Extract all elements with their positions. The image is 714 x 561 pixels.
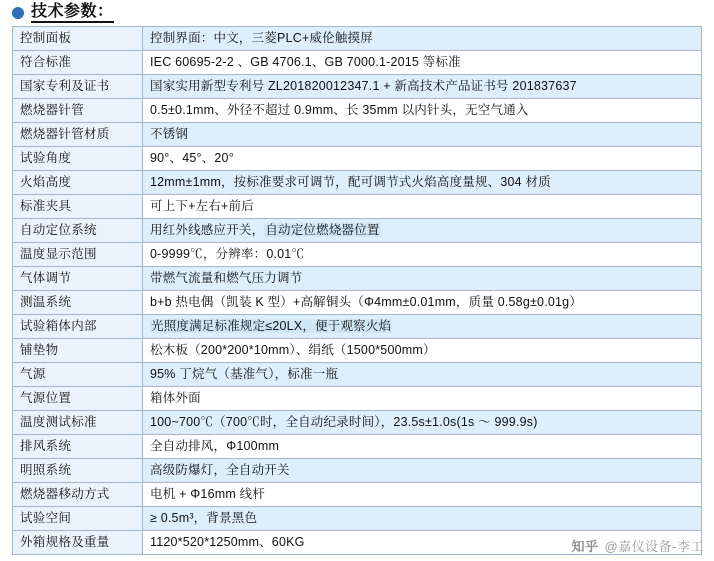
spec-value-cell: 带燃气流量和燃气压力调节 (143, 267, 702, 291)
spec-label-cell: 试验箱体内部 (13, 315, 143, 339)
table-row (13, 435, 702, 459)
spec-label-cell: 气源位置 (13, 387, 143, 411)
table-row (13, 123, 702, 147)
spec-label-cell: 试验角度 (13, 147, 143, 171)
table-row (13, 27, 702, 51)
spec-value-cell: 0.5±0.1mm、外径不超过 0.9mm、长 35mm 以内针头，无空气通入 (143, 99, 702, 123)
spec-value-cell: 用红外线感应开关，自动定位燃烧器位置 (143, 219, 702, 243)
table-row (13, 75, 702, 99)
table-row (13, 291, 702, 315)
spec-label-cell: 燃烧器针管材质 (13, 123, 143, 147)
spec-label-cell: 温度测试标准 (13, 411, 143, 435)
spec-label-cell: 温度显示范围 (13, 243, 143, 267)
spec-value-cell: 100~700℃（700℃时，全自动纪录时间），23.5s±1.0s(1s ～ 999.9s) (143, 411, 702, 435)
table-row (13, 267, 702, 291)
table-row (13, 387, 702, 411)
spec-label-cell: 测温系统 (13, 291, 143, 315)
spec-label-cell: 国家专利及证书 (13, 75, 143, 99)
table-row (13, 147, 702, 171)
page-title (0, 0, 714, 26)
spec-value-cell: 国家实用新型专利号 ZL201820012347.1 + 新高技术产品证书号 201837637 (143, 75, 702, 99)
watermark-author: @嘉仪设备-李工 (604, 539, 704, 554)
spec-label-cell: 自动定位系统 (13, 219, 143, 243)
spec-value-cell: 可上下+左右+前后 (143, 195, 702, 219)
table-row (13, 459, 702, 483)
spec-label-cell: 燃烧器移动方式 (13, 483, 143, 507)
table-row (13, 243, 702, 267)
spec-value-cell: 高级防爆灯，全自动开关 (143, 459, 702, 483)
spec-value-cell: ≥ 0.5m³，背景黑色 (143, 507, 702, 531)
page-title-label: 技术参数： (31, 3, 114, 23)
table-row (13, 483, 702, 507)
spec-label-cell: 试验空间 (13, 507, 143, 531)
spec-value-cell (143, 315, 702, 339)
watermark (571, 536, 704, 555)
spec-value-cell: 12mm±1mm，按标准要求可调节，配可调节式火焰高度量规、304 材质 (143, 171, 702, 195)
table-row (13, 51, 702, 75)
spec-label-cell: 火焰高度 (13, 171, 143, 195)
spec-value-cell: 箱体外面 (143, 387, 702, 411)
table-row (13, 507, 702, 531)
spec-value-cell: IEC 60695-2-2 、GB 4706.1、GB 7000.1-2015 等标准 (143, 51, 702, 75)
table-row (13, 171, 702, 195)
spec-label-cell: 明照系统 (13, 459, 143, 483)
spec-label-cell: 符合标准 (13, 51, 143, 75)
spec-value-cell: 1120*520*1250mm、60KG (143, 531, 702, 555)
table-row (13, 99, 702, 123)
spec-value-cell: 松木板（200*200*10mm）、绢纸（1500*500mm） (143, 339, 702, 363)
highlighted-text: 光照度满足标准规定≤20LX，便于观察火焰 (151, 319, 392, 333)
spec-label-cell: 控制面板 (13, 27, 143, 51)
table-row (13, 339, 702, 363)
spec-value-cell: 不锈钢 (143, 123, 702, 147)
table-row (13, 411, 702, 435)
bullet-point-icon (12, 7, 24, 19)
spec-label-cell: 铺垫物 (13, 339, 143, 363)
spec-value-cell: 0-9999℃，分辨率：0.01℃ (143, 243, 702, 267)
spec-label-cell: 外箱规格及重量 (13, 531, 143, 555)
spec-value-cell: 全自动排风，Φ100mm (143, 435, 702, 459)
spec-label-cell: 气源 (13, 363, 143, 387)
spec-value-cell: 电机 + Φ16mm 线杆 (143, 483, 702, 507)
specifications-table (12, 26, 702, 555)
spec-value-cell: 90°、45°、20° (143, 147, 702, 171)
spec-value-cell: b+b 热电偶（凯装 K 型）+高解铜头（Φ4mm±0.01mm，质量 0.58g±0.01g） (143, 291, 702, 315)
spec-value-cell: 95% 丁烷气（基准气），标准一瓶 (143, 363, 702, 387)
highlighted-text: 自动定位燃烧器位置 (265, 223, 380, 237)
table-row (13, 363, 702, 387)
table-row (13, 219, 702, 243)
spec-label-cell: 排风系统 (13, 435, 143, 459)
spec-value-cell: 控制界面：中文，三菱PLC+威伦触摸屏 (143, 27, 702, 51)
spec-label-cell: 气体调节 (13, 267, 143, 291)
spec-label-cell: 燃烧器针管 (13, 99, 143, 123)
table-row (13, 315, 702, 339)
table-row (13, 195, 702, 219)
zhihu-logo: 知乎 (571, 539, 599, 554)
spec-label-cell: 标准夹具 (13, 195, 143, 219)
